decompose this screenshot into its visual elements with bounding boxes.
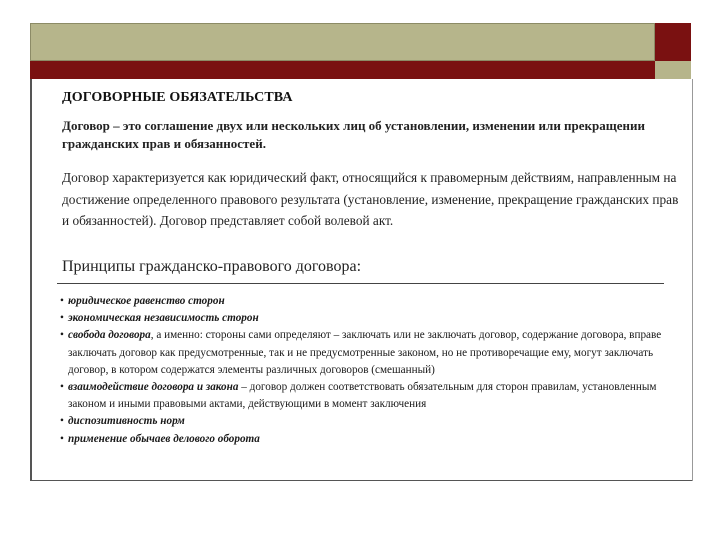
- bullet-icon: •: [60, 381, 64, 394]
- description-text: Договор характеризуется как юридический факт, относящийся к правомерным действиям, направленным на достижение определенного правового результата (установление, изменение, прекращение гражданских прав и обязанностей). Договор представляет собой волевой акт.: [62, 170, 679, 228]
- panel-bottom-border: [30, 480, 693, 481]
- principle-term: экономическая независимость сторон: [68, 312, 259, 325]
- principle-term: свобода договора: [68, 329, 151, 342]
- definition-text: Договор – это соглашение двух или нескольких лиц об установлении, изменении или прекращении гражданских прав и обязанностей.: [62, 118, 645, 151]
- principle-term: диспозитивность норм: [68, 415, 185, 428]
- panel-left-border: [30, 79, 32, 481]
- principles-heading: Принципы гражданско-правового договора:: [62, 258, 362, 275]
- header-olive-square: [655, 61, 691, 79]
- slide-title: ДОГОВОРНЫЕ ОБЯЗАТЕЛЬСТВА: [62, 90, 293, 105]
- principle-item: [60, 379, 690, 413]
- bullet-icon: •: [60, 415, 64, 428]
- principles-list: [60, 293, 690, 448]
- principle-term: применение обычаев делового оборота: [68, 432, 260, 445]
- bullet-icon: •: [60, 432, 64, 445]
- principle-item: [60, 413, 690, 430]
- header-maroon-square: [655, 23, 691, 61]
- principle-term: юридическое равенство сторон: [68, 295, 225, 307]
- principle-item: [60, 293, 690, 310]
- bullet-icon: •: [60, 312, 64, 325]
- header-olive-bar: [30, 23, 655, 61]
- principle-text: – договор должен соответствовать обязательным для сторон правилам, установленным законом и иными правовыми актами, действующими в момент заключения: [68, 381, 657, 411]
- principle-text: , а именно: стороны сами определяют – заключать или не заключать договор, содержание договора, вправе заключать договор как предусмотренные, так и не предусмотренные законом, но не противоречащие ему, могут заключать договор, в котором содержатся элементы различных договоров (смешанный): [68, 329, 662, 376]
- principles-divider: [57, 283, 664, 284]
- principle-item: [60, 310, 690, 327]
- principle-item: [60, 327, 690, 379]
- principle-item: [60, 431, 690, 448]
- panel-right-border: [692, 79, 693, 481]
- principle-term: взаимодействие договора и закона: [68, 381, 239, 394]
- bullet-icon: •: [60, 295, 64, 307]
- header-maroon-strip: [30, 61, 655, 79]
- bullet-icon: •: [60, 329, 64, 342]
